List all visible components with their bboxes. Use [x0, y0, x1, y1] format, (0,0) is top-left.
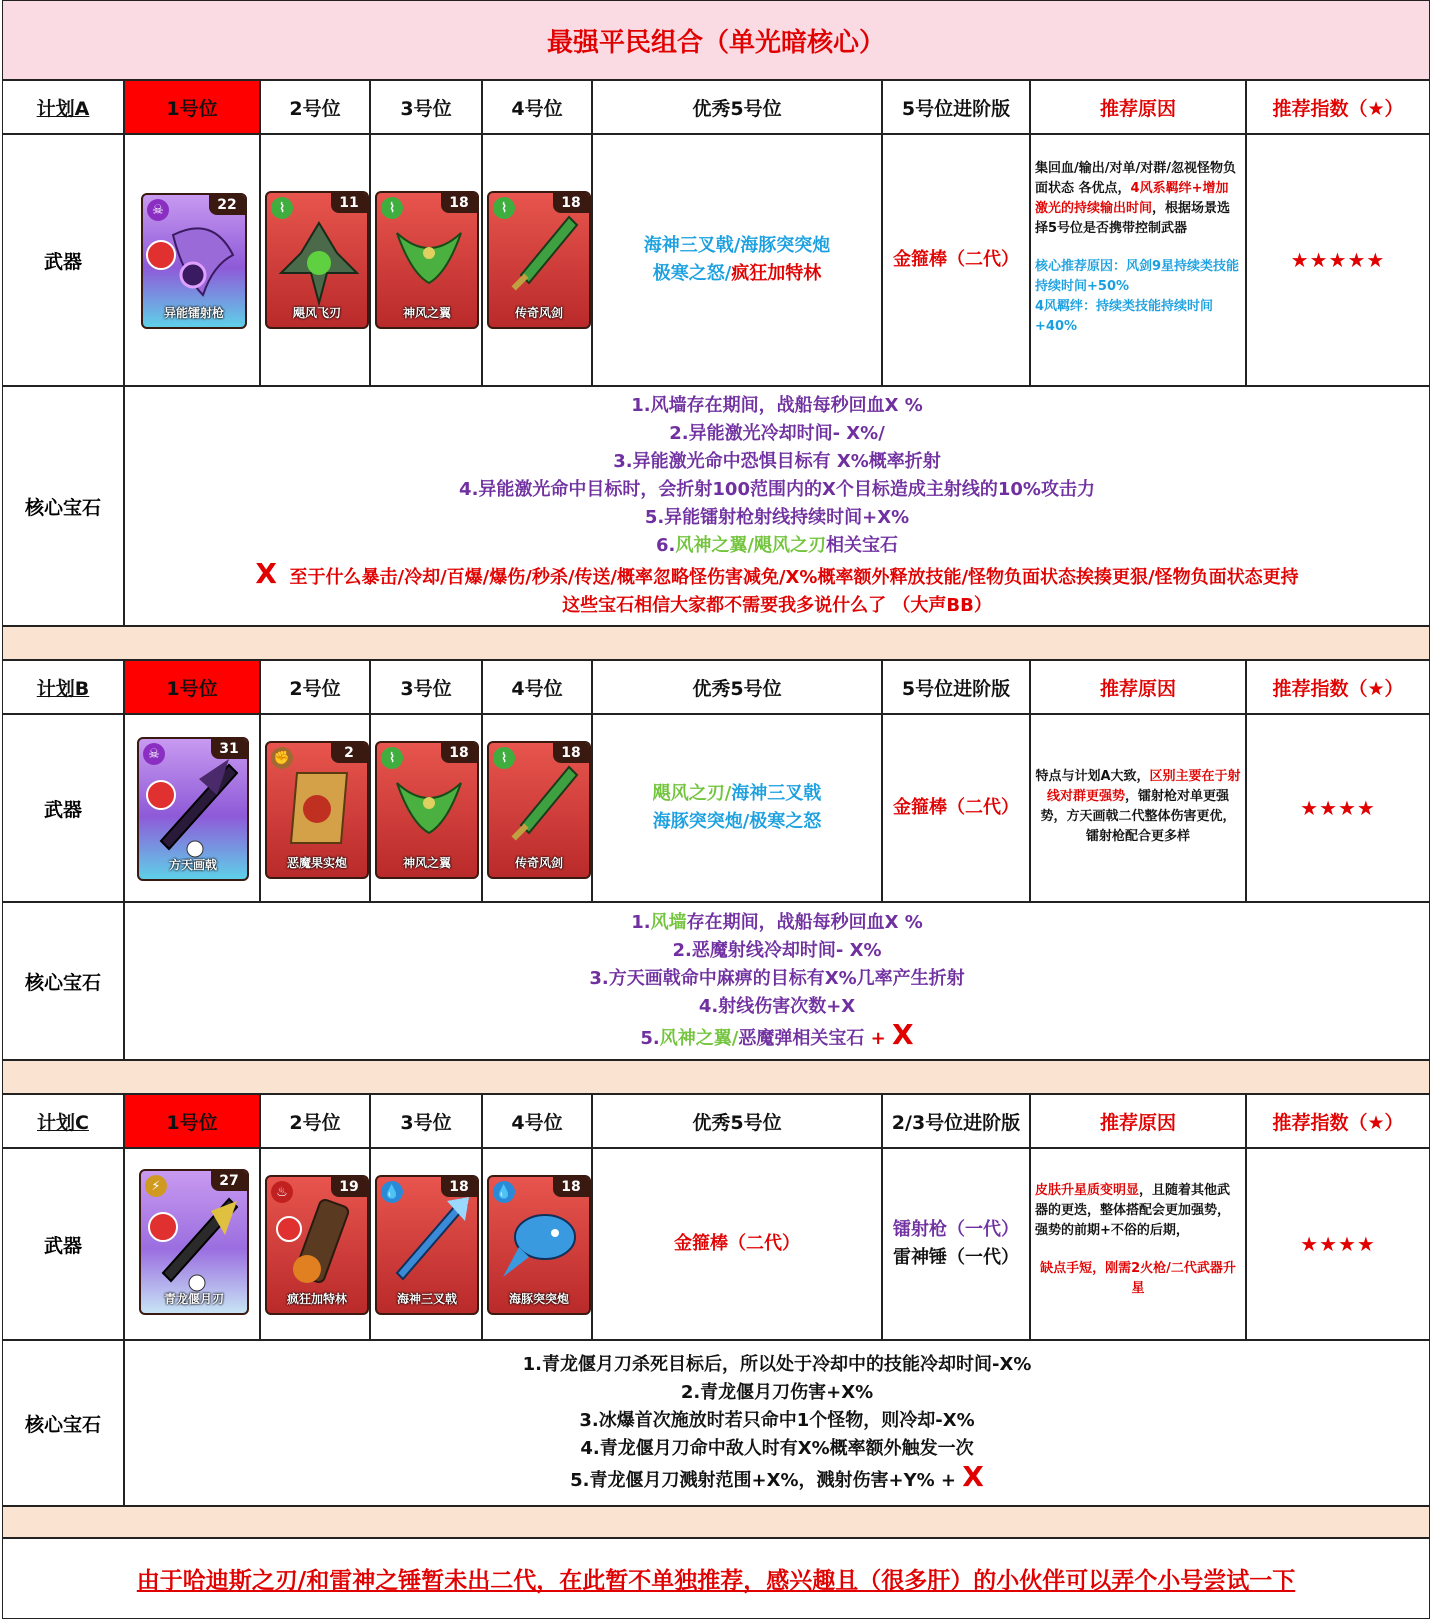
reason-text: 特点与计划A大致， — [1035, 769, 1150, 784]
weapon-level: 22 — [209, 195, 245, 215]
plan-a-reason-header — [1030, 80, 1246, 134]
header-text: 5号位进阶版 — [901, 97, 1011, 120]
fire-icon: ♨ — [271, 1181, 293, 1203]
plan-a-stars — [1246, 134, 1430, 386]
cross-mark: X — [255, 557, 277, 590]
reason-highlight: 皮肤升星质变明显 — [1035, 1183, 1140, 1198]
weapon-name: 异能镭射枪 — [163, 306, 224, 320]
separator — [2, 626, 1430, 660]
weapon-level: 18 — [441, 743, 477, 763]
gem-line: 2.青龙偃月刀伤害+X% — [680, 1382, 874, 1403]
gem-line: 3.冰爆首次施放时若只命中1个怪物，则冷却-X% — [579, 1410, 975, 1431]
plan-a-label-text: 计划A — [36, 97, 90, 120]
pos5-weapon: 海神三叉戟 — [731, 783, 822, 804]
separator — [2, 1506, 1430, 1538]
plan-c-reason-header — [1030, 1094, 1246, 1148]
plan-a-pos3-cell — [370, 134, 482, 386]
page-title-text: 最强平民组合（单光暗核心） — [546, 27, 885, 58]
plan-a-pos2-cell — [260, 134, 370, 386]
gem-line: 4.射线伤害次数+X — [698, 996, 856, 1017]
plan-a-pos5-adv-header — [882, 80, 1030, 134]
weapon-card — [139, 1169, 249, 1315]
plan-a-weapon-label — [2, 134, 124, 386]
plan-c-pos1-header — [124, 1094, 260, 1148]
plan-b-gem-label — [2, 902, 124, 1060]
weapon-card — [141, 193, 247, 329]
weapon-name: 传奇风剑 — [514, 856, 563, 870]
star-rating: ★★★★ — [1300, 1232, 1376, 1256]
header-text: 4号位 — [511, 97, 563, 120]
wind-icon: ⌇ — [381, 747, 403, 769]
plan-a-stars-header — [1246, 80, 1430, 134]
plan-c-gem-label — [2, 1340, 124, 1506]
plan-a-pos1-cell — [124, 134, 260, 386]
header-text: 推荐指数（★） — [1272, 677, 1404, 700]
label-text: 核心宝石 — [24, 971, 101, 994]
plan-a-pos2-header — [260, 80, 370, 134]
gem-highlight: 风神之翼/ — [659, 1028, 739, 1049]
plan-c-pos2-header — [260, 1094, 370, 1148]
water-icon: 💧 — [381, 1181, 403, 1203]
footer-note — [2, 1538, 1430, 1619]
gem-line: 相关宝石 — [825, 535, 898, 556]
pos5-adv-weapon: 金箍棒（二代） — [893, 797, 1019, 818]
header-text: 推荐原因 — [1099, 677, 1176, 700]
plan-a-pos1-header — [124, 80, 260, 134]
plan-c-pos3-header — [370, 1094, 482, 1148]
weapon-level: 18 — [553, 743, 589, 763]
wind-icon: ⌇ — [271, 197, 293, 219]
cross-mark: X — [892, 1018, 914, 1051]
gem-line: 6. — [656, 535, 676, 556]
plan-b-stars-header — [1246, 660, 1430, 714]
pos5-weapon: 极寒之怒/ — [652, 263, 732, 284]
plan-a-pos5-adv-cell — [882, 134, 1030, 386]
weapon-level: 19 — [331, 1177, 367, 1197]
plan-c-pos23-adv-cell — [882, 1148, 1030, 1340]
reason-highlight: 区别主要在于射线对群更强势 — [1046, 769, 1241, 804]
plan-c-pos5-cell — [592, 1148, 882, 1340]
cross-mark: X — [962, 1460, 984, 1493]
plan-b-pos3-header — [370, 660, 482, 714]
weapon-card — [487, 741, 591, 879]
plan-c-pos23-adv-header — [882, 1094, 1030, 1148]
label-text: 核心宝石 — [24, 1413, 101, 1436]
plan-b-pos2-cell — [260, 714, 370, 902]
header-text: 3号位 — [400, 97, 452, 120]
label-text: 武器 — [43, 1234, 82, 1257]
reason-text: ，镭射枪对单更强势，方天画戟二代整体伤害更优，镭射枪配合更多样 — [1040, 789, 1236, 844]
pos5-weapon: 海豚突突炮/极寒之怒 — [652, 811, 822, 832]
header-text: 2号位 — [289, 97, 341, 120]
pos5-adv-weapon: 金箍棒（二代） — [893, 249, 1019, 270]
plan-c-pos2-cell — [260, 1148, 370, 1340]
plan-a-pos4-header — [482, 80, 592, 134]
plan-b-label-text: 计划B — [36, 677, 90, 700]
plan-b-pos1-cell — [124, 714, 260, 902]
header-text: 1号位 — [166, 1111, 218, 1134]
gem-line: 5. — [640, 1028, 660, 1049]
gem-line: 2.恶魔射线冷却时间- X% — [672, 940, 882, 961]
gem-line: 5.青龙偃月刀溅射范围+X%，溅射伤害+Y% + — [570, 1470, 963, 1491]
plan-c-pos5-header — [592, 1094, 882, 1148]
weapon-card — [375, 191, 479, 329]
skull-icon: ☠ — [143, 743, 165, 765]
header-text: 3号位 — [400, 677, 452, 700]
plan-c-stars — [1246, 1148, 1430, 1340]
reason-bond: 4风羁绊：持续类技能持续时间+40% — [1035, 299, 1214, 334]
plan-c-pos4-header — [482, 1094, 592, 1148]
header-text: 2号位 — [289, 677, 341, 700]
weapon-name: 疯狂加特林 — [286, 1292, 347, 1306]
footer-text: 由于哈迪斯之刃/和雷神之锤暂未出二代，在此暂不单独推荐，感兴趣且（很多肝）的小伙伴可以弄个小号尝试一下 — [136, 1568, 1296, 1594]
plan-b-pos5-adv-header — [882, 660, 1030, 714]
weapon-name: 传奇风剑 — [514, 306, 563, 320]
label-text: 武器 — [43, 250, 82, 273]
header-text: 5号位进阶版 — [901, 677, 1011, 700]
weapon-card — [487, 191, 591, 329]
plan-c-stars-header — [1246, 1094, 1430, 1148]
plus-mark: + — [870, 1028, 886, 1049]
lightning-icon: ⚡ — [145, 1175, 167, 1197]
reason-weakness: 缺点手短，刚需2火枪/二代武器升星 — [1040, 1261, 1236, 1296]
header-text: 优秀5号位 — [692, 97, 782, 120]
gem-line: 存在期间，战船每秒回血X % — [686, 912, 923, 933]
pos5-weapon: 飓风之刃/ — [652, 783, 732, 804]
label-text: 武器 — [43, 798, 82, 821]
plan-b-pos3-cell — [370, 714, 482, 902]
plan-c-gems — [124, 1340, 1430, 1506]
plan-a-label — [2, 80, 124, 134]
plan-b-label — [2, 660, 124, 714]
gem-highlight: 风神之翼/飓风之刃 — [675, 535, 826, 556]
gem-exclude: 至于什么暴击/冷却/百爆/爆伤/秒杀/传送/概率忽略怪伤害减免/X%概率额外释放技能/怪物负面状态挨揍更狠/怪物负面状态更持 — [289, 567, 1299, 588]
reason-text: ，且随着其他武器的更迭，整体搭配会更加强势，强势的前期+不俗的后期， — [1035, 1183, 1231, 1238]
plan-c-weapon-label — [2, 1148, 124, 1340]
plan-a-pos5-header — [592, 80, 882, 134]
gem-highlight: 风墙 — [650, 912, 687, 933]
header-text: 推荐原因 — [1099, 97, 1176, 120]
weapon-card — [375, 741, 479, 879]
weapon-card — [487, 1175, 591, 1315]
gem-line: 1.青龙偃月刀杀死目标后，所以处于冷却中的技能冷却时间-X% — [522, 1354, 1032, 1375]
header-text: 1号位 — [166, 97, 218, 120]
header-text: 2号位 — [289, 1111, 341, 1134]
plan-c-pos3-cell — [370, 1148, 482, 1340]
plan-b-reason-cell — [1030, 714, 1246, 902]
plan-b-gems — [124, 902, 1430, 1060]
weapon-card — [265, 191, 369, 329]
gem-line: 4.青龙偃月刀命中敌人时有X%概率额外触发一次 — [580, 1438, 974, 1459]
weapon-level: 2 — [331, 743, 367, 763]
header-text: 1号位 — [166, 677, 218, 700]
gem-line: 2.异能激光冷却时间- X%/ — [669, 423, 885, 444]
gem-exclude: 这些宝石相信大家都不需要我多说什么了 （大声BB） — [562, 595, 992, 616]
label-text: 核心宝石 — [24, 496, 101, 519]
gem-line: 1. — [631, 912, 651, 933]
header-text: 3号位 — [400, 1111, 452, 1134]
reason-highlight: 4风系羁绊+增加激光的持续输出时间 — [1035, 181, 1229, 216]
adv-weapon: 镭射枪（一代） — [893, 1219, 1019, 1240]
star-rating: ★★★★★ — [1290, 248, 1386, 272]
gem-line: 3.异能激光命中恐惧目标有 X%概率折射 — [613, 451, 941, 472]
weapon-level: 18 — [441, 1177, 477, 1197]
gem-line: 5.异能镭射枪射线持续时间+X% — [644, 507, 910, 528]
weapon-name: 海神三叉戟 — [396, 1292, 457, 1306]
plan-a-gems — [124, 386, 1430, 626]
header-text: 4号位 — [511, 1111, 563, 1134]
weapon-name: 海豚突突炮 — [508, 1292, 569, 1306]
weapon-card — [265, 741, 369, 879]
header-text: 4号位 — [511, 677, 563, 700]
pos5-weapon: 疯狂加特林 — [731, 263, 822, 284]
pos5-weapon: 海神三叉戟/海豚突突炮 — [643, 235, 831, 256]
weapon-card — [375, 1175, 479, 1315]
plan-a-pos4-cell — [482, 134, 592, 386]
plan-b-pos1-header — [124, 660, 260, 714]
weapon-card — [265, 1175, 369, 1315]
plan-b-pos5-header — [592, 660, 882, 714]
adv-weapon: 雷神锤（一代） — [893, 1247, 1019, 1268]
plan-b-pos5-adv-cell — [882, 714, 1030, 902]
plan-b-pos5-cell — [592, 714, 882, 902]
plan-b-weapon-label — [2, 714, 124, 902]
wind-icon: ⌇ — [381, 197, 403, 219]
weapon-card — [137, 737, 249, 881]
separator — [2, 1060, 1430, 1094]
plan-b-stars — [1246, 714, 1430, 902]
reason-text: 集回血/输出/对单/对群/忽视怪物负面状态 各优点， — [1035, 161, 1236, 196]
weapon-level: 18 — [553, 193, 589, 213]
weapon-level: 18 — [441, 193, 477, 213]
plan-c-pos1-cell — [124, 1148, 260, 1340]
plan-b-reason-header — [1030, 660, 1246, 714]
water-icon: 💧 — [493, 1181, 515, 1203]
weapon-level: 31 — [211, 739, 247, 759]
weapon-name: 神风之翼 — [402, 856, 451, 870]
plan-a-pos3-header — [370, 80, 482, 134]
header-text: 推荐指数（★） — [1272, 97, 1404, 120]
skull-icon: ☠ — [147, 199, 169, 221]
page-title — [2, 0, 1430, 80]
plan-a-reason-cell — [1030, 134, 1246, 386]
gem-line: 4.异能激光命中目标时，会折射100范围内的X个目标造成主射线的10%攻击力 — [459, 479, 1095, 500]
star-rating: ★★★★ — [1300, 796, 1376, 820]
gem-line: 3.方天画戟命中麻痹的目标有X%几率产生折射 — [589, 968, 965, 989]
weapon-level: 27 — [211, 1171, 247, 1191]
header-text: 优秀5号位 — [692, 1111, 782, 1134]
reason-core: 核心推荐原因：风剑9星持续类技能持续时间+50% — [1035, 259, 1240, 294]
header-text: 推荐原因 — [1099, 1111, 1176, 1134]
gem-line: 1.风墙存在期间，战船每秒回血X % — [631, 395, 923, 416]
pos5-weapon: 金箍棒（二代） — [674, 1233, 800, 1254]
plan-a-pos5-cell — [592, 134, 882, 386]
weapon-name: 飓风飞刃 — [292, 306, 341, 320]
header-text: 2/3号位进阶版 — [891, 1111, 1021, 1134]
plan-c-pos4-cell — [482, 1148, 592, 1340]
plan-b-pos4-header — [482, 660, 592, 714]
plan-a-gem-label — [2, 386, 124, 626]
header-text: 推荐指数（★） — [1272, 1111, 1404, 1134]
plan-c-label-text: 计划C — [37, 1111, 89, 1134]
weapon-level: 11 — [331, 193, 367, 213]
fist-icon: ✊ — [271, 747, 293, 769]
recommendation-sheet — [2, 0, 1430, 1619]
plan-c-reason-cell — [1030, 1148, 1246, 1340]
weapon-name: 青龙偃月刃 — [163, 1292, 224, 1306]
reason-text: ，根据场景选择5号位是否携带控制武器 — [1035, 201, 1231, 236]
gem-line: 恶魔弹相关宝石 — [738, 1028, 871, 1049]
wind-icon: ⌇ — [493, 197, 515, 219]
plan-b-pos4-cell — [482, 714, 592, 902]
plan-c-label — [2, 1094, 124, 1148]
weapon-name: 方天画戟 — [168, 858, 217, 872]
weapon-name: 恶魔果实炮 — [286, 856, 347, 870]
weapon-name: 神风之翼 — [402, 306, 451, 320]
header-text: 优秀5号位 — [692, 677, 782, 700]
plan-b-pos2-header — [260, 660, 370, 714]
weapon-level: 18 — [553, 1177, 589, 1197]
wind-icon: ⌇ — [493, 747, 515, 769]
